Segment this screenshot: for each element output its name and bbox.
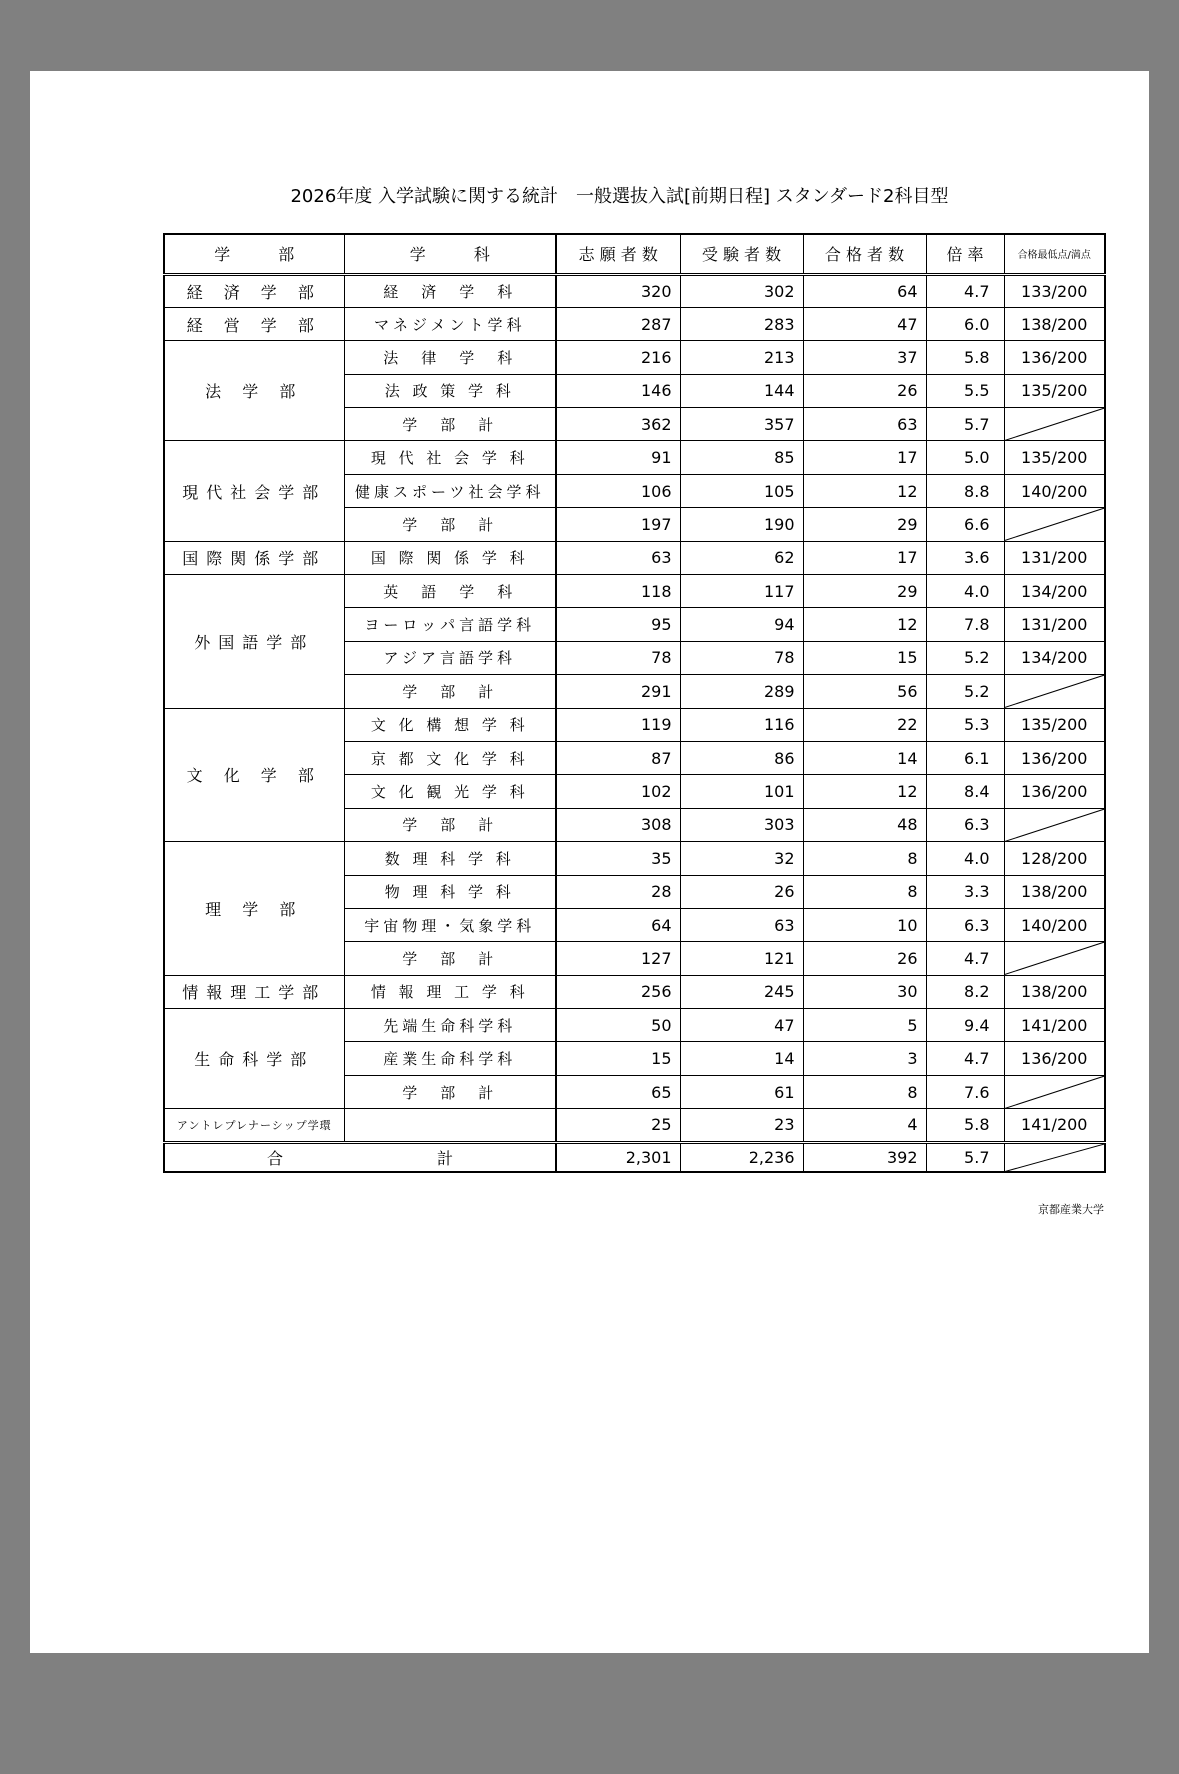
ratio-cell: 4.7 xyxy=(926,274,1004,307)
min-score-cell: 140/200 xyxy=(1004,908,1105,941)
examinees-cell: 14 xyxy=(680,1042,803,1075)
passed-cell: 17 xyxy=(803,541,926,574)
department-cell: 物 理 科 学 科 xyxy=(344,875,556,908)
table-row xyxy=(164,708,1105,741)
table-row xyxy=(164,975,1105,1008)
ratio-cell: 5.2 xyxy=(926,675,1004,708)
examinees-cell: 289 xyxy=(680,675,803,708)
ratio-cell: 4.7 xyxy=(926,942,1004,975)
ratio-cell: 4.0 xyxy=(926,842,1004,875)
applicants-cell: 78 xyxy=(556,641,680,674)
min-score-cell: 138/200 xyxy=(1004,875,1105,908)
applicants-cell: 362 xyxy=(556,408,680,441)
min-score-cell: 128/200 xyxy=(1004,842,1105,875)
applicants-cell: 63 xyxy=(556,541,680,574)
total-min-score-empty xyxy=(1004,1142,1105,1172)
department-cell: 文 化 構 想 学 科 xyxy=(344,708,556,741)
table-row xyxy=(164,341,1105,374)
applicants-cell: 256 xyxy=(556,975,680,1008)
ratio-cell: 5.8 xyxy=(926,341,1004,374)
department-cell: 先端生命科学科 xyxy=(344,1009,556,1042)
applicants-cell: 95 xyxy=(556,608,680,641)
examinees-cell: 26 xyxy=(680,875,803,908)
header-passed: 合 格 者 数 xyxy=(803,234,926,274)
applicants-cell: 197 xyxy=(556,508,680,541)
faculty-cell: 法 学 部 xyxy=(164,341,344,441)
passed-cell: 12 xyxy=(803,474,926,507)
applicants-cell: 118 xyxy=(556,575,680,608)
faculty-cell: 経 済 学 部 xyxy=(164,274,344,307)
total-label xyxy=(164,1142,556,1172)
department-cell: 学 部 計 xyxy=(344,1075,556,1108)
min-score-empty-cell xyxy=(1004,508,1105,541)
examinees-cell: 61 xyxy=(680,1075,803,1108)
passed-cell: 63 xyxy=(803,408,926,441)
total-passed: 392 xyxy=(803,1142,926,1172)
faculty-cell: アントレプレナーシップ学環 xyxy=(164,1109,344,1142)
department-cell: 学 部 計 xyxy=(344,675,556,708)
min-score-cell: 133/200 xyxy=(1004,274,1105,307)
total-row xyxy=(164,1142,1105,1172)
header-ratio: 倍 率 xyxy=(926,234,1004,274)
applicants-cell: 119 xyxy=(556,708,680,741)
table-row xyxy=(164,575,1105,608)
header-row xyxy=(164,234,1105,274)
applicants-cell: 35 xyxy=(556,842,680,875)
header-min-score: 合格最低点/満点 xyxy=(1004,234,1105,274)
examinees-cell: 78 xyxy=(680,641,803,674)
min-score-cell: 138/200 xyxy=(1004,307,1105,340)
header-examinees: 受 験 者 数 xyxy=(680,234,803,274)
examinees-cell: 302 xyxy=(680,274,803,307)
passed-cell: 8 xyxy=(803,1075,926,1108)
ratio-cell: 6.1 xyxy=(926,741,1004,774)
passed-cell: 47 xyxy=(803,307,926,340)
min-score-empty-cell xyxy=(1004,942,1105,975)
department-cell: 宇宙物理・気象学科 xyxy=(344,908,556,941)
total-examinees: 2,236 xyxy=(680,1142,803,1172)
examinees-cell: 303 xyxy=(680,808,803,841)
department-cell: 学 部 計 xyxy=(344,942,556,975)
examinees-cell: 116 xyxy=(680,708,803,741)
passed-cell: 12 xyxy=(803,775,926,808)
passed-cell: 29 xyxy=(803,575,926,608)
department-cell: 京 都 文 化 学 科 xyxy=(344,741,556,774)
applicants-cell: 216 xyxy=(556,341,680,374)
department-cell xyxy=(344,1109,556,1142)
ratio-cell: 4.7 xyxy=(926,1042,1004,1075)
examinees-cell: 213 xyxy=(680,341,803,374)
header-department: 学 科 xyxy=(344,234,556,274)
table-row xyxy=(164,842,1105,875)
min-score-cell: 134/200 xyxy=(1004,575,1105,608)
applicants-cell: 50 xyxy=(556,1009,680,1042)
examinees-cell: 121 xyxy=(680,942,803,975)
department-cell: ヨーロッパ言語学科 xyxy=(344,608,556,641)
applicants-cell: 102 xyxy=(556,775,680,808)
table-row xyxy=(164,441,1105,474)
min-score-cell: 136/200 xyxy=(1004,1042,1105,1075)
ratio-cell: 6.3 xyxy=(926,808,1004,841)
passed-cell: 8 xyxy=(803,875,926,908)
department-cell: 学 部 計 xyxy=(344,408,556,441)
faculty-cell: 現代社会学部 xyxy=(164,441,344,541)
applicants-cell: 65 xyxy=(556,1075,680,1108)
passed-cell: 48 xyxy=(803,808,926,841)
applicants-cell: 146 xyxy=(556,374,680,407)
examinees-cell: 94 xyxy=(680,608,803,641)
passed-cell: 29 xyxy=(803,508,926,541)
department-cell: 学 部 計 xyxy=(344,508,556,541)
passed-cell: 14 xyxy=(803,741,926,774)
examinees-cell: 86 xyxy=(680,741,803,774)
total-applicants: 2,301 xyxy=(556,1142,680,1172)
passed-cell: 26 xyxy=(803,942,926,975)
min-score-cell: 136/200 xyxy=(1004,775,1105,808)
min-score-cell: 135/200 xyxy=(1004,441,1105,474)
department-cell: 数 理 科 学 科 xyxy=(344,842,556,875)
passed-cell: 4 xyxy=(803,1109,926,1142)
ratio-cell: 5.2 xyxy=(926,641,1004,674)
examinees-cell: 23 xyxy=(680,1109,803,1142)
passed-cell: 3 xyxy=(803,1042,926,1075)
department-cell: 英 語 学 科 xyxy=(344,575,556,608)
applicants-cell: 308 xyxy=(556,808,680,841)
min-score-cell: 136/200 xyxy=(1004,741,1105,774)
applicants-cell: 64 xyxy=(556,908,680,941)
table-row xyxy=(164,541,1105,574)
department-cell: 法 律 学 科 xyxy=(344,341,556,374)
min-score-cell: 131/200 xyxy=(1004,608,1105,641)
applicants-cell: 28 xyxy=(556,875,680,908)
ratio-cell: 5.7 xyxy=(926,408,1004,441)
passed-cell: 22 xyxy=(803,708,926,741)
department-cell: アジア言語学科 xyxy=(344,641,556,674)
total-ratio: 5.7 xyxy=(926,1142,1004,1172)
applicants-cell: 91 xyxy=(556,441,680,474)
applicants-cell: 87 xyxy=(556,741,680,774)
ratio-cell: 5.0 xyxy=(926,441,1004,474)
ratio-cell: 7.6 xyxy=(926,1075,1004,1108)
total-label-right: 計 xyxy=(436,1148,453,1168)
total-label-left: 合 xyxy=(266,1148,283,1168)
department-cell: 情 報 理 工 学 科 xyxy=(344,975,556,1008)
table-row xyxy=(164,274,1105,307)
min-score-cell: 141/200 xyxy=(1004,1009,1105,1042)
min-score-empty-cell xyxy=(1004,408,1105,441)
examinees-cell: 283 xyxy=(680,307,803,340)
passed-cell: 37 xyxy=(803,341,926,374)
passed-cell: 5 xyxy=(803,1009,926,1042)
passed-cell: 64 xyxy=(803,274,926,307)
examinees-cell: 245 xyxy=(680,975,803,1008)
applicants-cell: 15 xyxy=(556,1042,680,1075)
faculty-cell: 文 化 学 部 xyxy=(164,708,344,842)
passed-cell: 8 xyxy=(803,842,926,875)
faculty-cell: 国際関係学部 xyxy=(164,541,344,574)
examinees-cell: 62 xyxy=(680,541,803,574)
ratio-cell: 5.5 xyxy=(926,374,1004,407)
applicants-cell: 106 xyxy=(556,474,680,507)
ratio-cell: 3.3 xyxy=(926,875,1004,908)
passed-cell: 26 xyxy=(803,374,926,407)
ratio-cell: 8.2 xyxy=(926,975,1004,1008)
min-score-cell: 131/200 xyxy=(1004,541,1105,574)
examinees-cell: 117 xyxy=(680,575,803,608)
min-score-cell: 138/200 xyxy=(1004,975,1105,1008)
table-row xyxy=(164,307,1105,340)
examinees-cell: 101 xyxy=(680,775,803,808)
faculty-cell: 外国語学部 xyxy=(164,575,344,709)
min-score-cell: 134/200 xyxy=(1004,641,1105,674)
min-score-empty-cell xyxy=(1004,1075,1105,1108)
department-cell: マネジメント学科 xyxy=(344,307,556,340)
min-score-cell: 135/200 xyxy=(1004,708,1105,741)
passed-cell: 17 xyxy=(803,441,926,474)
passed-cell: 30 xyxy=(803,975,926,1008)
table-row xyxy=(164,1109,1105,1142)
faculty-cell: 情報理工学部 xyxy=(164,975,344,1008)
department-cell: 国 際 関 係 学 科 xyxy=(344,541,556,574)
table-row xyxy=(164,1009,1105,1042)
department-cell: 文 化 観 光 学 科 xyxy=(344,775,556,808)
header-faculty: 学 部 xyxy=(164,234,344,274)
footer-university: 京都産業大学 xyxy=(1038,1203,1104,1216)
examinees-cell: 357 xyxy=(680,408,803,441)
department-cell: 法 政 策 学 科 xyxy=(344,374,556,407)
applicants-cell: 291 xyxy=(556,675,680,708)
ratio-cell: 5.3 xyxy=(926,708,1004,741)
document-page xyxy=(30,71,1149,1653)
department-cell: 産業生命科学科 xyxy=(344,1042,556,1075)
department-cell: 経 済 学 科 xyxy=(344,274,556,307)
faculty-cell: 生命科学部 xyxy=(164,1009,344,1109)
department-cell: 学 部 計 xyxy=(344,808,556,841)
header-applicants: 志 願 者 数 xyxy=(556,234,680,274)
min-score-cell: 136/200 xyxy=(1004,341,1105,374)
examinees-cell: 190 xyxy=(680,508,803,541)
applicants-cell: 127 xyxy=(556,942,680,975)
min-score-empty-cell xyxy=(1004,808,1105,841)
ratio-cell: 7.8 xyxy=(926,608,1004,641)
examinees-cell: 32 xyxy=(680,842,803,875)
passed-cell: 56 xyxy=(803,675,926,708)
examinees-cell: 47 xyxy=(680,1009,803,1042)
examinees-cell: 63 xyxy=(680,908,803,941)
statistics-table xyxy=(163,233,1106,1173)
ratio-cell: 8.4 xyxy=(926,775,1004,808)
min-score-cell: 135/200 xyxy=(1004,374,1105,407)
ratio-cell: 3.6 xyxy=(926,541,1004,574)
department-cell: 現 代 社 会 学 科 xyxy=(344,441,556,474)
page-title: 2026年度 入学試験に関する統計 一般選抜入試[前期日程] スタンダード2科目型 xyxy=(290,186,949,207)
department-cell: 健康スポーツ社会学科 xyxy=(344,474,556,507)
applicants-cell: 25 xyxy=(556,1109,680,1142)
applicants-cell: 287 xyxy=(556,307,680,340)
passed-cell: 10 xyxy=(803,908,926,941)
examinees-cell: 105 xyxy=(680,474,803,507)
ratio-cell: 6.6 xyxy=(926,508,1004,541)
examinees-cell: 144 xyxy=(680,374,803,407)
passed-cell: 12 xyxy=(803,608,926,641)
applicants-cell: 320 xyxy=(556,274,680,307)
ratio-cell: 8.8 xyxy=(926,474,1004,507)
min-score-empty-cell xyxy=(1004,675,1105,708)
faculty-cell: 理 学 部 xyxy=(164,842,344,976)
ratio-cell: 9.4 xyxy=(926,1009,1004,1042)
ratio-cell: 6.0 xyxy=(926,307,1004,340)
min-score-cell: 140/200 xyxy=(1004,474,1105,507)
ratio-cell: 5.8 xyxy=(926,1109,1004,1142)
ratio-cell: 6.3 xyxy=(926,908,1004,941)
ratio-cell: 4.0 xyxy=(926,575,1004,608)
faculty-cell: 経 営 学 部 xyxy=(164,307,344,340)
min-score-cell: 141/200 xyxy=(1004,1109,1105,1142)
passed-cell: 15 xyxy=(803,641,926,674)
examinees-cell: 85 xyxy=(680,441,803,474)
